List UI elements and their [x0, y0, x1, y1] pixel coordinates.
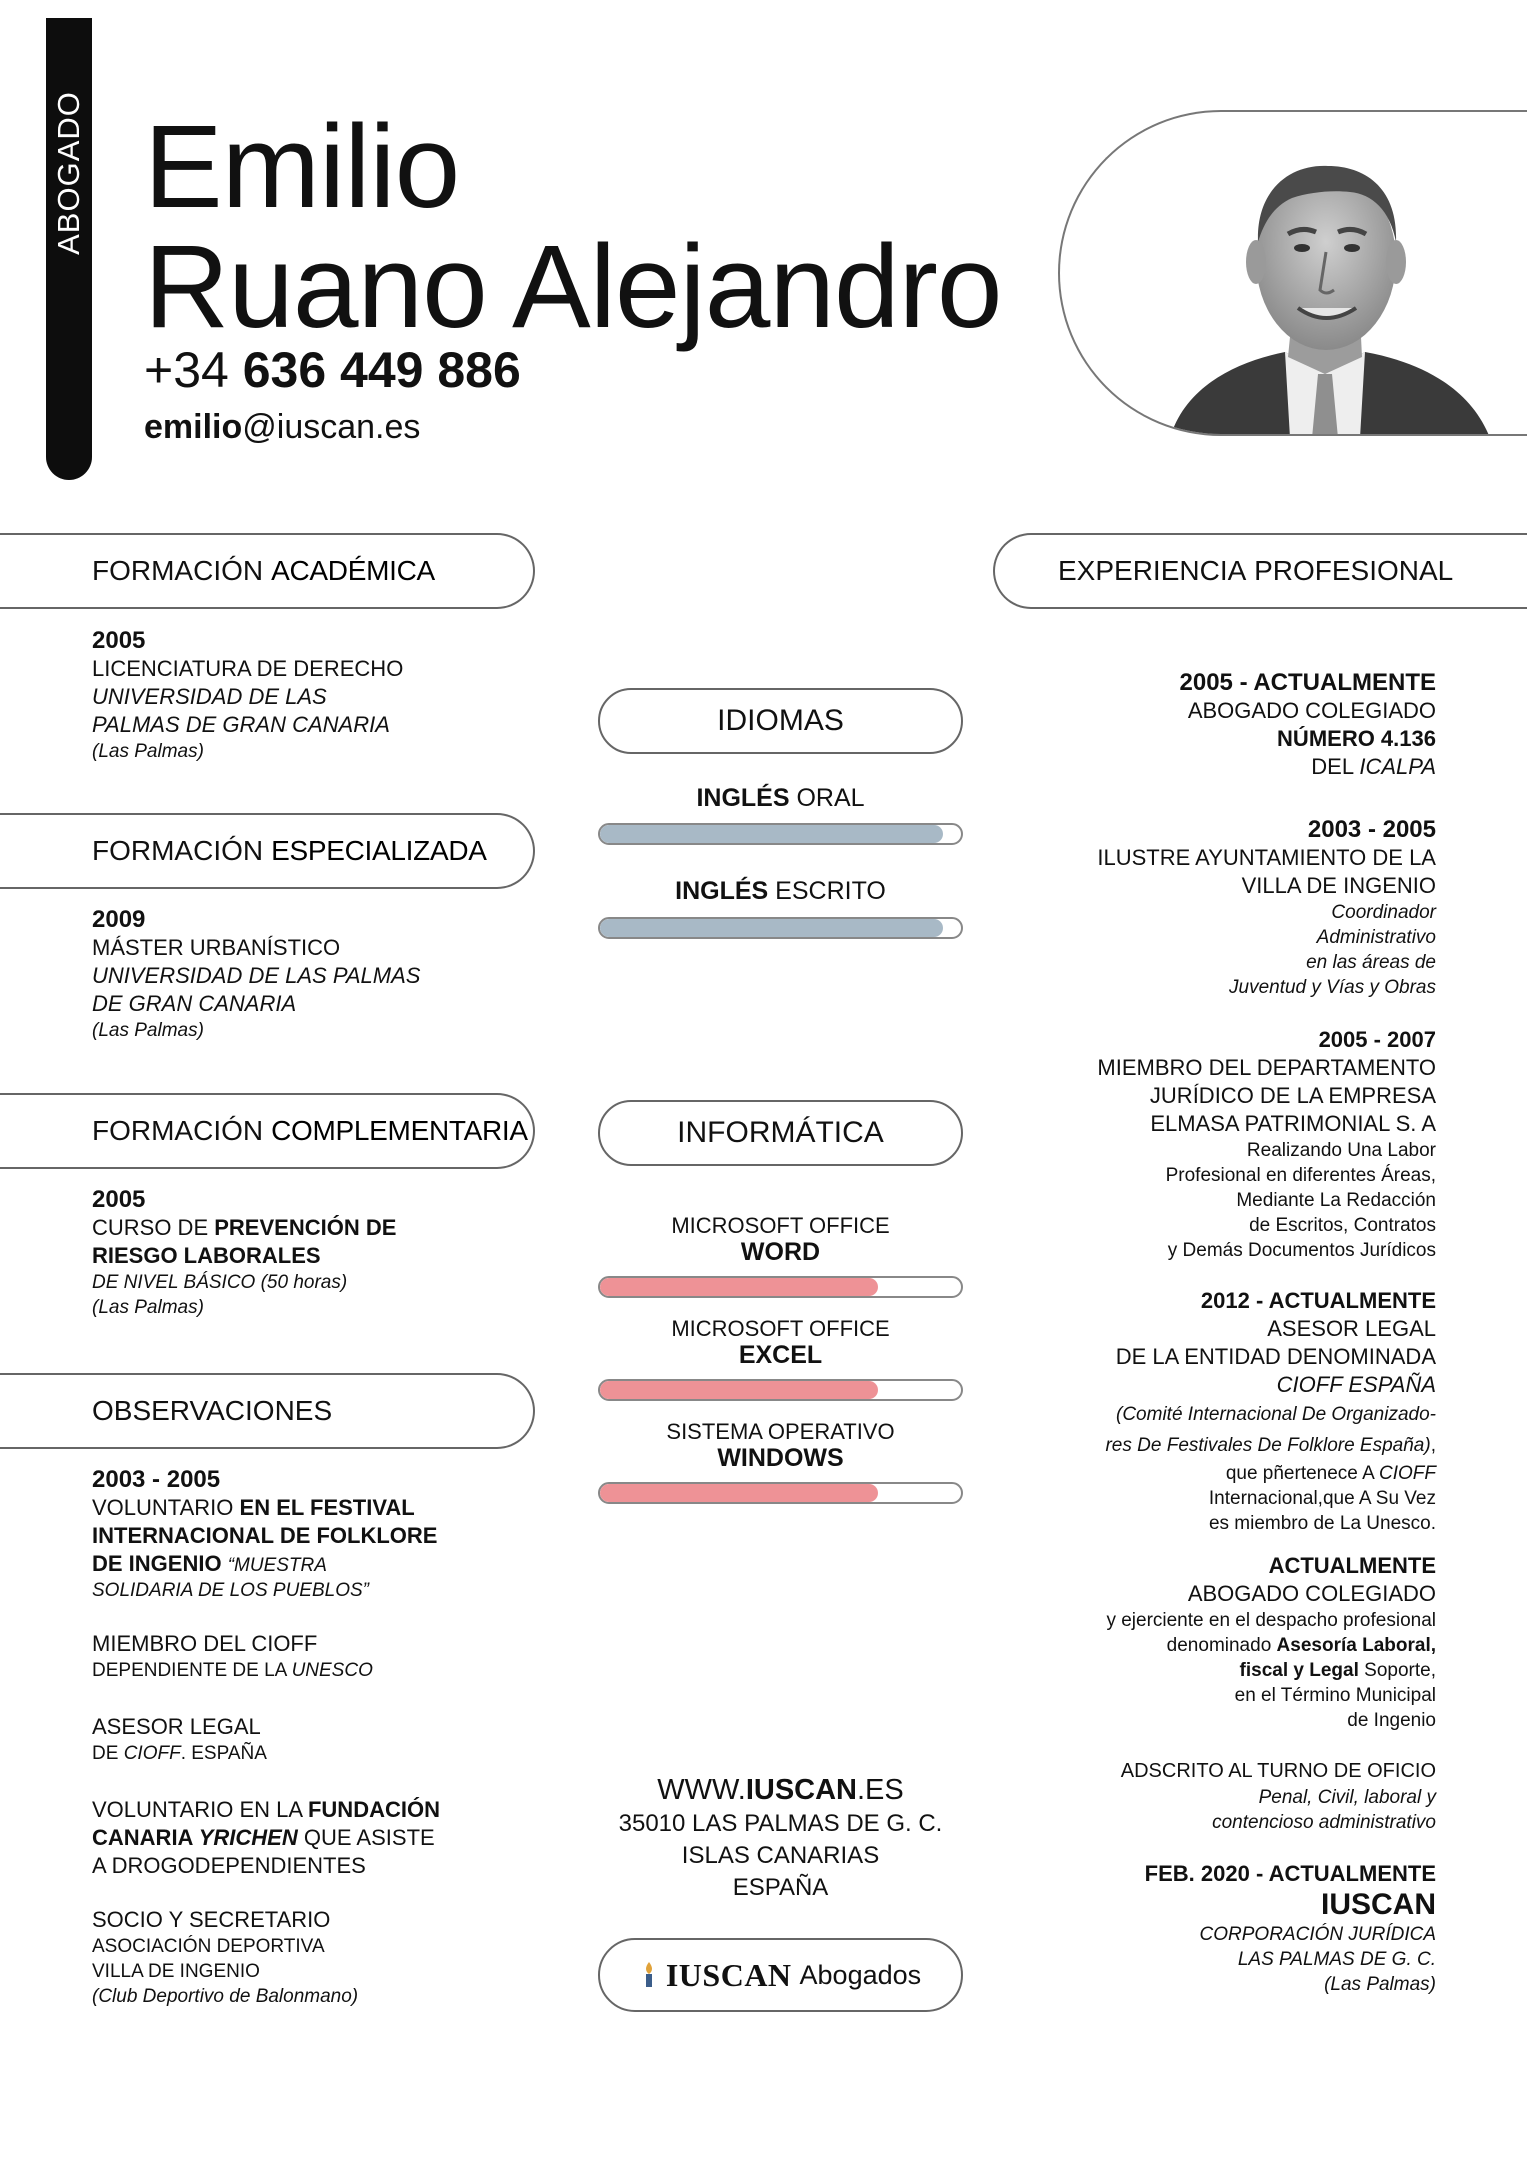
exp-5-year: ACTUALMENTE [1268, 1553, 1436, 1578]
exp-1-line-3: DEL ICALPA [1311, 754, 1436, 779]
last-name: Ruano Alejandro [144, 221, 1002, 353]
software-bar-word [598, 1276, 963, 1298]
section-title-observaciones: OBSERVACIONES [92, 1395, 333, 1426]
profile-photo [1058, 110, 1527, 436]
idioma-bar-escrito [598, 917, 963, 939]
exp-2-year: 2003 - 2005 [1307, 816, 1436, 843]
obs-asesor-title: ASESOR LEGAL [92, 1714, 261, 1739]
obs-voluntario-2: INTERNACIONAL DE FOLKLORE [92, 1523, 438, 1548]
complementaria-level: DE NIVEL BÁSICO (50 horas) [92, 1272, 348, 1293]
academica-entry [92, 627, 403, 764]
exp-1-line-1: ABOGADO COLEGIADO [1187, 698, 1436, 723]
address-line-1: 35010 LAS PALMAS DE G. C. [618, 1810, 943, 1837]
obs-socio-4: (Club Deportivo de Balonmano) [92, 1986, 359, 2007]
observaciones-year: 2003 - 2005 [92, 1466, 221, 1493]
exp-3-line-8: y Demás Documentos Jurídicos [1167, 1240, 1436, 1261]
phone-prefix: +34 [144, 342, 229, 398]
exp-1-line-2: NÚMERO 4.136 [1277, 726, 1436, 751]
email-domain: @iuscan.es [242, 408, 421, 446]
software-label-word: MICROSOFT OFFICE WORD [671, 1213, 890, 1266]
exp-entry-6 [960, 1757, 1436, 1835]
obs-asesor [92, 1713, 267, 1766]
exp-4-line-5: res De Festivales De Folklore España), [1105, 1435, 1436, 1456]
software-label-excel: MICROSOFT OFFICE EXCEL [671, 1316, 890, 1369]
exp-2-line-2: VILLA DE INGENIO [1241, 873, 1436, 898]
iuscan-logo-badge [598, 1938, 963, 2012]
software-bar-excel-fill [600, 1381, 878, 1399]
obs-socio [92, 1906, 358, 2009]
exp-3-line-5: Profesional en diferentes Áreas, [1165, 1165, 1436, 1186]
obs-voluntario-4: SOLIDARIA DE LOS PUEBLOS” [92, 1580, 369, 1601]
exp-5-line-5: en el Término Municipal [1234, 1685, 1436, 1706]
software-bar-word-fill [600, 1278, 878, 1296]
section-title-complementaria: FORMACIÓN COMPLEMENTARIA [92, 1115, 528, 1146]
exp-2-line-6: Juventud y Vías y Obras [1229, 977, 1436, 998]
exp-entry-5 [960, 1552, 1436, 1733]
exp-entry-7 [960, 1860, 1436, 1997]
website-link[interactable]: WWW.IUSCAN.ES [657, 1774, 904, 1806]
exp-3-line-3: ELMASA PATRIMONIAL S. A [1150, 1111, 1436, 1136]
exp-3-year: 2005 - 2007 [1318, 1027, 1436, 1052]
exp-7-line-2: CORPORACIÓN JURÍDICA [1199, 1924, 1436, 1945]
exp-entry-2 [960, 816, 1436, 1000]
exp-4-line-7: Internacional,que A Su Vez [1208, 1488, 1436, 1509]
exp-1-year: 2005 - ACTUALMENTE [1179, 669, 1436, 696]
software-label-windows: SISTEMA OPERATIVO WINDOWS [666, 1419, 895, 1472]
exp-4-line-8: es miembro de La Unesco. [1208, 1513, 1436, 1534]
exp-2-line-1: ILUSTRE AYUNTAMIENTO DE LA [1097, 845, 1436, 870]
especializada-uni-2: DE GRAN CANARIA [92, 991, 297, 1016]
obs-cioff-title: MIEMBRO DEL CIOFF [92, 1631, 318, 1656]
section-informatica: INFORMÁTICA [598, 1100, 963, 1166]
academica-place: (Las Palmas) [92, 741, 204, 762]
especializada-year: 2009 [92, 906, 146, 933]
phone[interactable] [144, 342, 521, 398]
logo-brand: IUSCAN [665, 1956, 792, 1993]
exp-3-line-2: JURÍDICO DE LA EMPRESA [1149, 1083, 1436, 1108]
section-title-academica: FORMACIÓN ACADÉMICA [92, 555, 435, 586]
obs-socio-3: VILLA DE INGENIO [92, 1961, 260, 1982]
complementaria-entry [92, 1186, 396, 1320]
complementaria-title-2: RIESGO LABORALES [92, 1243, 321, 1268]
obs-fundacion [92, 1796, 440, 1880]
academica-year: 2005 [92, 627, 146, 654]
exp-5-line-6: de Ingenio [1347, 1710, 1436, 1731]
especializada-uni-1: UNIVERSIDAD DE LAS PALMAS [92, 963, 421, 988]
exp-2-line-5: en las áreas de [1306, 952, 1436, 973]
idioma-label-oral: INGLÉS ORAL [696, 784, 865, 812]
obs-fundacion-2: CANARIA YRICHEN QUE ASISTE [92, 1825, 435, 1850]
obs-asesor-desc: DE CIOFF. ESPAÑA [92, 1743, 267, 1764]
phone-number: 636 449 886 [242, 342, 521, 398]
exp-3-line-6: Mediante La Redacción [1236, 1190, 1436, 1211]
obs-fundacion-3: A DROGODEPENDIENTES [92, 1853, 366, 1878]
exp-7-line-3: LAS PALMAS DE G. C. [1237, 1949, 1436, 1970]
exp-4-line-3: CIOFF ESPAÑA [1276, 1372, 1436, 1397]
section-idiomas: IDIOMAS [598, 688, 963, 754]
address [598, 1808, 963, 1904]
exp-3-line-1: MIEMBRO DEL DEPARTAMENTO [1097, 1055, 1436, 1080]
academica-title: LICENCIATURA DE DERECHO [92, 656, 404, 681]
observaciones-entry [92, 1466, 437, 1603]
exp-4-line-4: (Comité Internacional De Organizado- [1116, 1404, 1436, 1425]
address-line-2: ISLAS CANARIAS [681, 1842, 880, 1869]
software-bar-excel [598, 1379, 963, 1401]
exp-7-year: FEB. 2020 - ACTUALMENTE [1144, 1861, 1436, 1886]
exp-7-line-1: IUSCAN [1320, 1888, 1436, 1921]
exp-5-line-2: y ejerciente en el despacho profesional [1106, 1610, 1436, 1631]
obs-cioff-member [92, 1630, 373, 1683]
idioma-bar-oral [598, 823, 963, 845]
exp-2-line-4: Administrativo [1316, 927, 1436, 948]
exp-4-year: 2012 - ACTUALMENTE [1200, 1288, 1436, 1313]
torch-icon [640, 1961, 658, 1989]
exp-7-line-4: (Las Palmas) [1324, 1974, 1436, 1995]
idioma-bar-oral-fill [600, 825, 943, 843]
exp-4-line-2: DE LA ENTIDAD DENOMINADA [1115, 1344, 1436, 1369]
obs-socio-2: ASOCIACIÓN DEPORTIVA [92, 1936, 325, 1957]
exp-entry-3 [960, 1026, 1436, 1263]
email-user: emilio [144, 408, 243, 446]
exp-2-line-3: Coordinador [1331, 902, 1436, 923]
academica-uni-2: PALMAS DE GRAN CANARIA [92, 712, 390, 737]
exp-6-line-1: ADSCRITO AL TURNO DE OFICIO [1120, 1760, 1436, 1782]
obs-voluntario-1: VOLUNTARIO EN EL FESTIVAL [92, 1495, 415, 1520]
software-bar-windows [598, 1482, 963, 1504]
idioma-bar-escrito-fill [600, 919, 943, 937]
exp-6-line-2: Penal, Civil, laboral y [1258, 1787, 1436, 1808]
complementaria-title-1: CURSO DE PREVENCIÓN DE [92, 1215, 397, 1240]
first-name: Emilio [144, 101, 460, 233]
obs-fundacion-1: VOLUNTARIO EN LA FUNDACIÓN [92, 1797, 440, 1822]
exp-entry-1 [960, 669, 1436, 781]
obs-cioff-desc: DEPENDIENTE DE LA UNESCO [92, 1660, 373, 1681]
email[interactable] [144, 410, 420, 444]
exp-6-line-3: contencioso administrativo [1212, 1812, 1436, 1833]
section-title-experiencia: EXPERIENCIA PROFESIONAL [1058, 555, 1454, 586]
exp-entry-4 [960, 1287, 1436, 1536]
section-title-especializada: FORMACIÓN ESPECIALIZADA [92, 835, 487, 866]
academica-uni-1: UNIVERSIDAD DE LAS [92, 684, 327, 709]
exp-3-line-7: de Escritos, Contratos [1249, 1215, 1436, 1236]
exp-5-line-1: ABOGADO COLEGIADO [1187, 1581, 1436, 1606]
complementaria-year: 2005 [92, 1186, 146, 1213]
obs-voluntario-3: DE INGENIO “MUESTRA [92, 1551, 327, 1576]
role-label: ABOGADO [51, 91, 87, 255]
portrait-image [1060, 112, 1527, 436]
exp-4-line-1: ASESOR LEGAL [1267, 1316, 1436, 1341]
especializada-entry [92, 906, 420, 1043]
especializada-place: (Las Palmas) [92, 1020, 204, 1041]
complementaria-place: (Las Palmas) [92, 1297, 204, 1318]
exp-5-line-4: fiscal y Legal Soporte, [1239, 1660, 1436, 1681]
especializada-title: MÁSTER URBANÍSTICO [92, 935, 341, 960]
software-bar-windows-fill [600, 1484, 878, 1502]
idioma-label-escrito: INGLÉS ESCRITO [675, 877, 886, 905]
obs-socio-title: SOCIO Y SECRETARIO [92, 1907, 331, 1932]
exp-4-line-6: que pñertenece A CIOFF [1225, 1463, 1436, 1484]
logo-suffix: Abogados [799, 1959, 922, 1990]
exp-5-line-3: denominado Asesoría Laboral, [1166, 1635, 1436, 1656]
address-line-3: ESPAÑA [732, 1874, 829, 1901]
exp-3-line-4: Realizando Una Labor [1246, 1140, 1436, 1161]
